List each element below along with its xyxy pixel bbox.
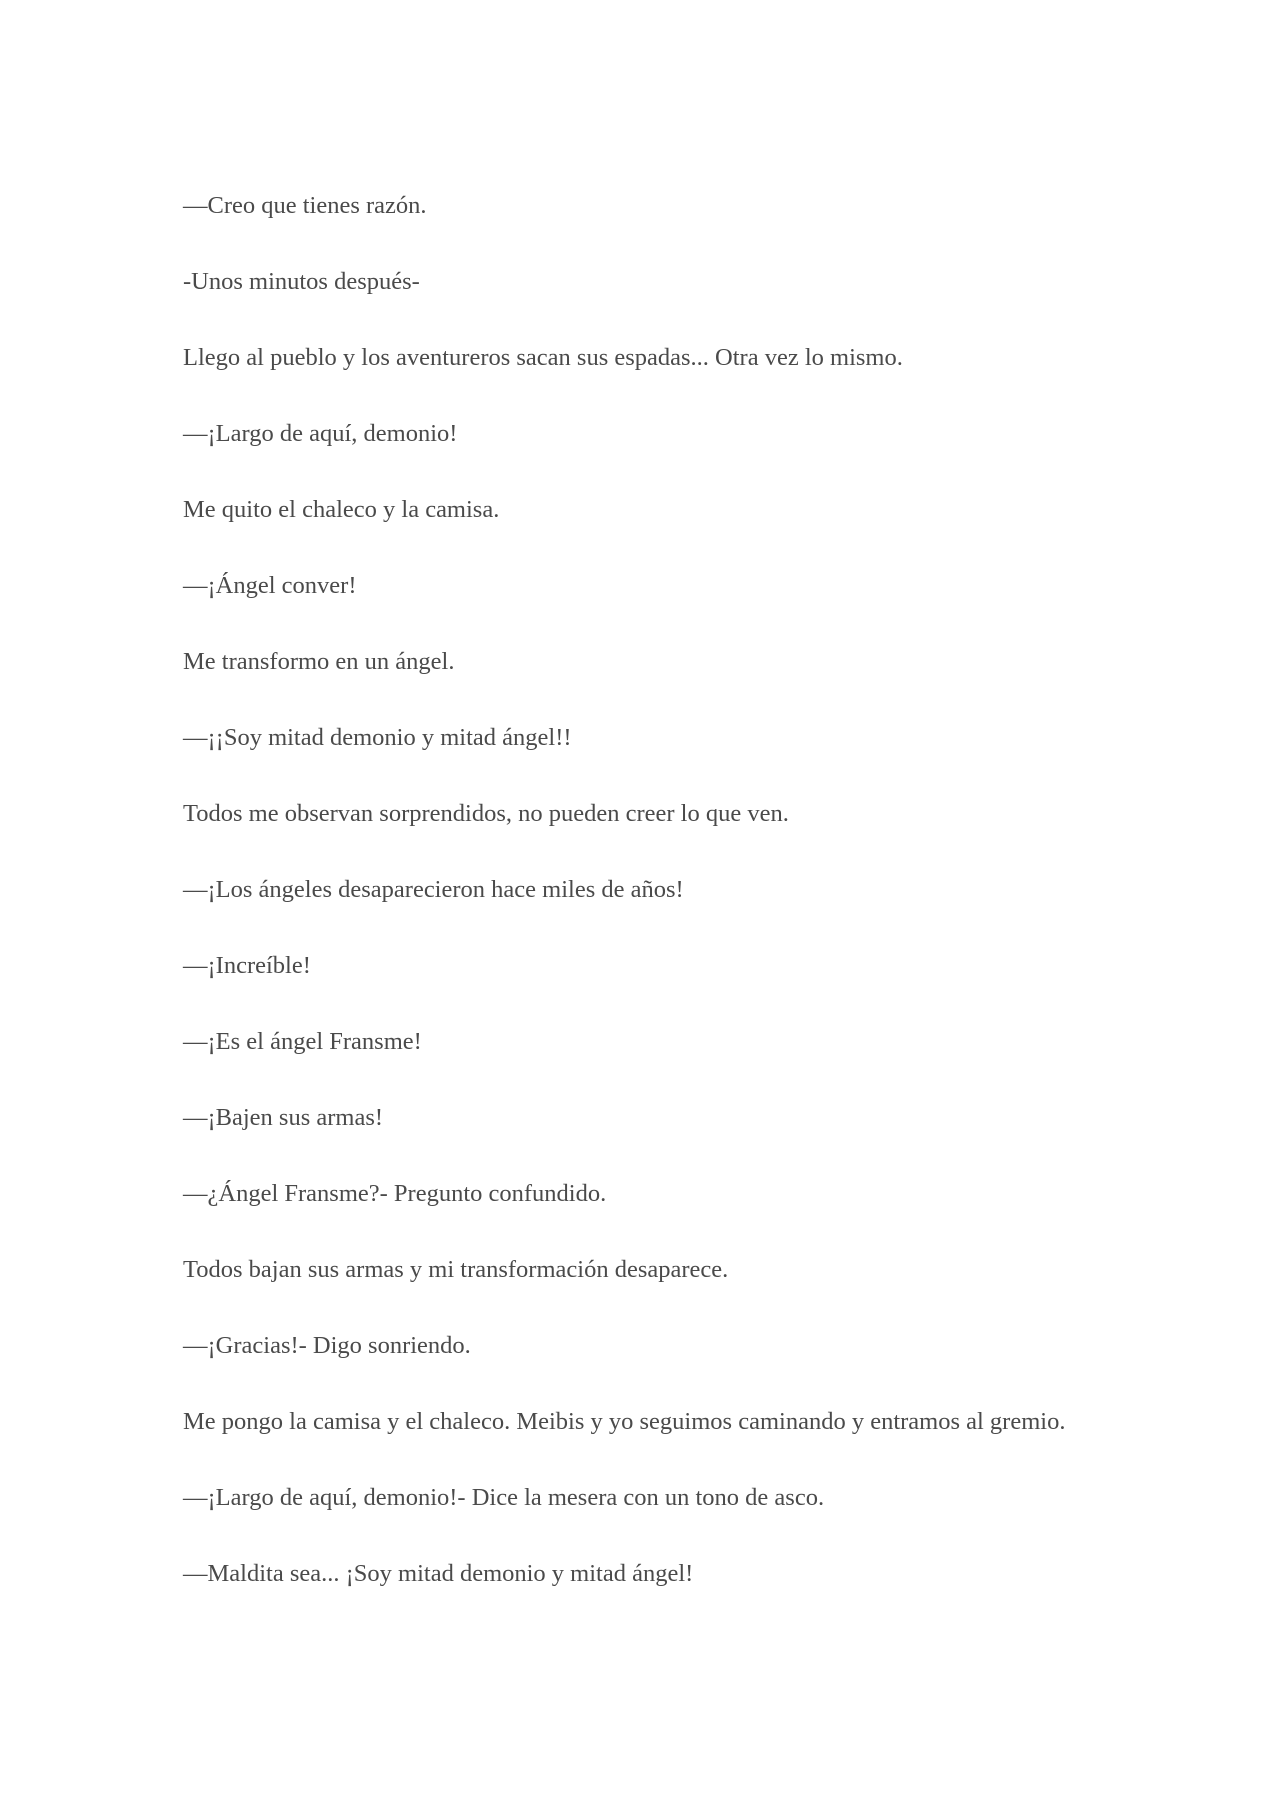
paragraph: Todos bajan sus armas y mi transformación desaparece. (183, 1256, 729, 1283)
paragraph: —¡Largo de aquí, demonio! (183, 420, 458, 447)
paragraph: —¡Bajen sus armas! (183, 1104, 384, 1131)
paragraph: —¡Largo de aquí, demonio!- Dice la mesera con un tono de asco. (183, 1484, 825, 1511)
paragraph: Me quito el chaleco y la camisa. (183, 496, 500, 523)
paragraph: Me pongo la camisa y el chaleco. Meibis y yo seguimos caminando y entramos al gremio. (183, 1408, 1066, 1435)
paragraph: —¡¡Soy mitad demonio y mitad ángel!! (183, 724, 572, 751)
paragraph: —¡Los ángeles desaparecieron hace miles de años! (183, 876, 684, 903)
paragraph: —¿Ángel Fransme?- Pregunto confundido. (183, 1180, 607, 1207)
paragraph: —¡Es el ángel Fransme! (183, 1028, 422, 1055)
paragraph: —Creo que tienes razón. (183, 192, 427, 219)
document-body (183, 176, 1083, 1620)
paragraph: Llego al pueblo y los aventureros sacan sus espadas... Otra vez lo mismo. (183, 344, 903, 371)
paragraph: -Unos minutos después- (183, 268, 420, 295)
paragraph: Todos me observan sorprendidos, no pueden creer lo que ven. (183, 800, 789, 827)
paragraph: —¡Ángel conver! (183, 572, 357, 599)
paragraph: —Maldita sea... ¡Soy mitad demonio y mitad ángel! (183, 1560, 694, 1587)
paragraph: Me transformo en un ángel. (183, 648, 455, 675)
paragraph: —¡Gracias!- Digo sonriendo. (183, 1332, 471, 1359)
paragraph: —¡Increíble! (183, 952, 311, 979)
